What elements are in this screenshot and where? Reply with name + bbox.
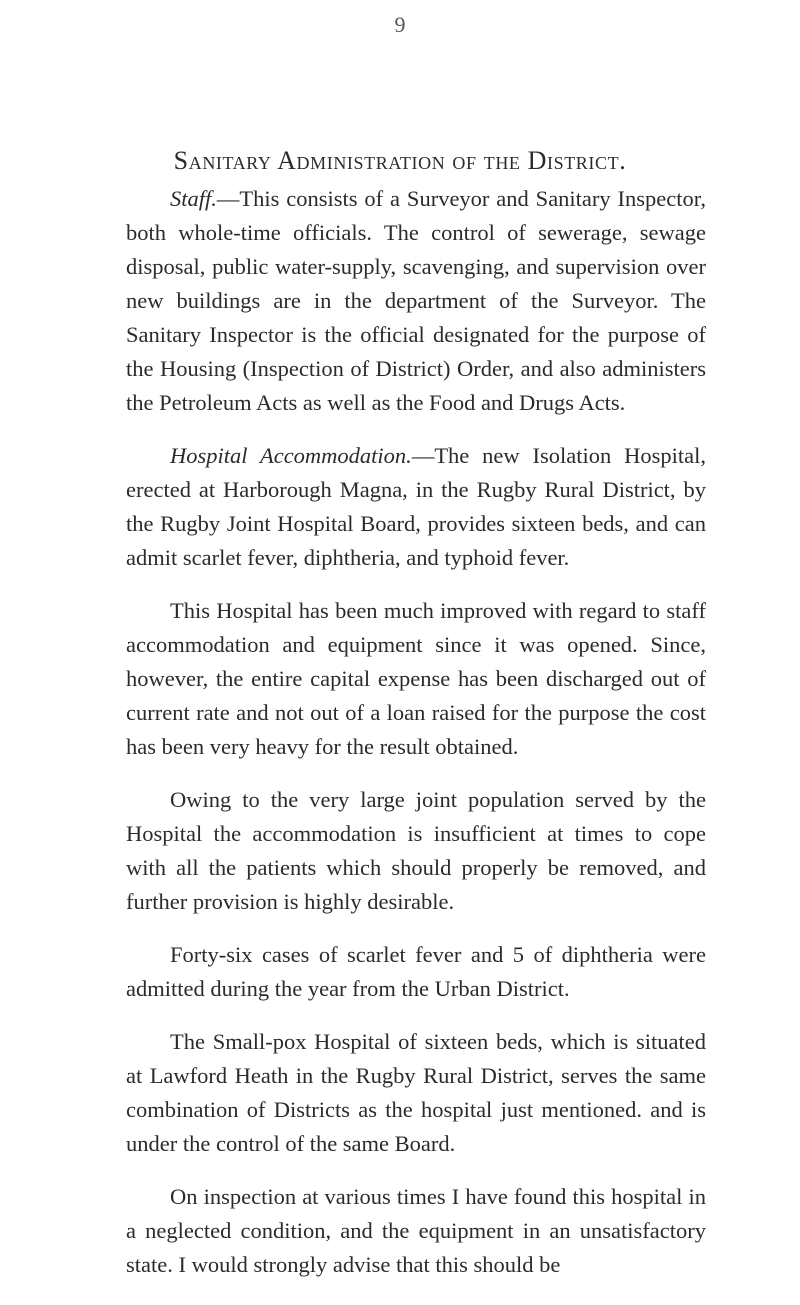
paragraph-staff <box>126 182 706 420</box>
paragraph-text: —This consists of a Surveyor and Sanitary Inspector, both whole-time officials. The control of sewerage, sewage disposal, public water-supply, scavenging, and supervision over new buildings are in the department of the Surveyor. The Sanitary Inspector is the official designated for the purpose of the Housing (Inspection of District) Order, and also administers the Petroleum Acts as well as the Food and Drugs Acts. <box>126 186 706 415</box>
paragraph-text: —The new Isolation Hospital, erected at Harborough Magna, in the Rugby Rural District, by the Rugby Joint Hospital Board, provides sixteen beds, and can admit scarlet fever, diphtheria, and typhoid fever. <box>126 443 706 570</box>
paragraph-improvements <box>126 594 706 764</box>
section-heading: Sanitary Administration of the District. <box>173 146 627 175</box>
paragraph-admissions <box>126 938 706 1006</box>
paragraph-hospital-accommodation <box>126 439 706 575</box>
paragraph-smallpox-hospital <box>126 1025 706 1161</box>
paragraph-text: Owing to the very large joint population served by the Hospital the accommodation is insufficient at times to cope with all the patients which should properly be removed, and further provision is highly desirable. <box>126 787 706 914</box>
paragraph-text: The Small-pox Hospital of sixteen beds, which is situated at Lawford Heath in the Rugby Rural District, serves the same combination of Districts as the hospital just mentioned. and is under the control of the same Board. <box>126 1029 706 1156</box>
page-number: 9 <box>394 12 406 37</box>
paragraph-inspection <box>126 1180 706 1282</box>
paragraph-lead: Staff. <box>170 186 217 211</box>
paragraph-text: Forty-six cases of scarlet fever and 5 of diphtheria were admitted during the year from the Urban District. <box>126 942 706 1001</box>
paragraph-text: This Hospital has been much improved with regard to staff accommodation and equipment since it was opened. Since, however, the entire capital expense has been discharged out of current rate and not out of a loan raised for the purpose the cost has been very heavy for the result obtained. <box>126 598 706 759</box>
paragraph-population <box>126 783 706 919</box>
paragraph-text: On inspection at various times I have found this hospital in a neglected condition, and the equipment in an unsatisfactory state. I would strongly advise that this should be <box>126 1184 706 1277</box>
body-text <box>126 182 706 1282</box>
paragraph-lead: Hospital Accommodation. <box>170 443 412 468</box>
